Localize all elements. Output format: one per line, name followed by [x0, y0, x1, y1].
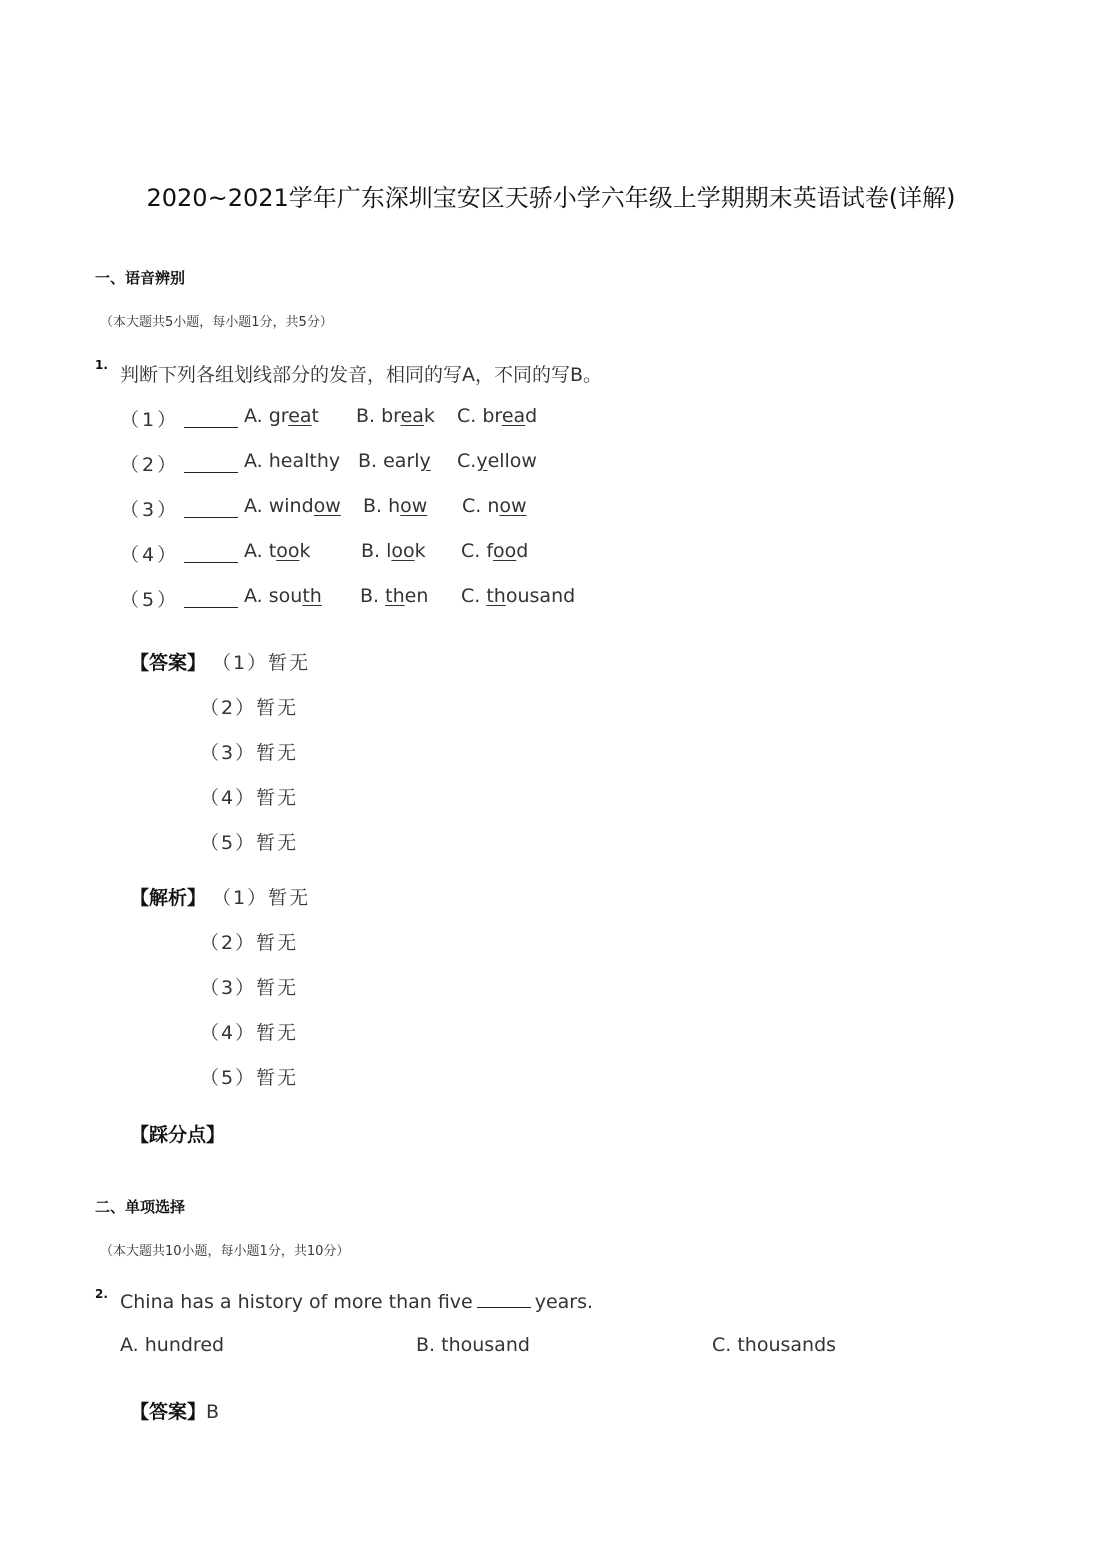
section-heading: 一、语音辨别: [95, 269, 186, 287]
option-b: [363, 495, 427, 517]
analysis-item: （2）暂无: [200, 932, 299, 954]
underlined-letters: th: [486, 585, 506, 607]
item-number: （3）: [120, 499, 180, 521]
option-text: en: [404, 585, 429, 607]
option-a: [244, 450, 340, 472]
option-c: [461, 585, 575, 607]
option-b: [356, 405, 435, 427]
underlined-letters: ow: [313, 495, 341, 517]
option-c: [462, 495, 527, 517]
underlined-letters: ow: [499, 495, 527, 517]
option-text: ousand: [505, 585, 576, 607]
item-number: （5）: [120, 589, 180, 611]
option-text: A. healthy: [244, 450, 341, 472]
option-text: C.: [461, 585, 487, 607]
underlined-letters: th: [385, 585, 405, 607]
option-text: A. t: [244, 540, 277, 562]
option-a: [244, 540, 310, 562]
option-text: d: [525, 405, 538, 427]
analysis-item: （5）暂无: [200, 1067, 299, 1089]
option-text: B. l: [361, 540, 392, 562]
underlined-letters: y: [419, 450, 431, 472]
section-heading: 二、单项选择: [95, 1198, 186, 1216]
question-number: 1.: [95, 358, 108, 372]
option-b: [360, 585, 428, 607]
answer-item: （3）暂无: [200, 742, 299, 764]
option-a: [244, 495, 341, 517]
answer-blank: [184, 587, 238, 608]
item-number: （4）: [120, 544, 180, 566]
option-text: k: [299, 540, 311, 562]
option-text: A. gr: [244, 405, 289, 427]
option-b: [361, 540, 426, 562]
analysis-item: （1）暂无: [212, 887, 311, 909]
option-text: C. br: [457, 405, 502, 427]
answer-value: B: [206, 1401, 220, 1423]
question-prompt: [120, 1289, 593, 1313]
option-b: [358, 450, 431, 472]
document-title: 2020~2021学年广东深圳宝安区天骄小学六年级上学期期末英语试卷(详解): [146, 184, 956, 212]
section-note: （本大题共5小题，每小题1分，共5分）: [100, 315, 333, 330]
option-b: B. thousand: [416, 1334, 530, 1356]
analysis-item: （4）暂无: [200, 1022, 299, 1044]
analysis-label: 【解析】: [130, 887, 207, 909]
underlined-letters: ea: [288, 405, 312, 427]
answer-item: （4）暂无: [200, 787, 299, 809]
option-c: [461, 540, 528, 562]
answer-blank: [184, 542, 238, 563]
option-c: [457, 450, 537, 472]
option-text: C.: [457, 450, 477, 472]
answer-blank: [184, 497, 238, 518]
prompt-after: years.: [534, 1291, 594, 1313]
section-note: （本大题共10小题，每小题1分，共10分）: [100, 1244, 350, 1259]
answer-item: （2）暂无: [200, 697, 299, 719]
option-text: d: [516, 540, 529, 562]
underlined-letters: y: [476, 450, 488, 472]
option-a: [244, 585, 322, 607]
question-prompt: 判断下列各组划线部分的发音，相同的写A，不同的写B。: [120, 364, 603, 386]
answer-item: （5）暂无: [200, 832, 299, 854]
underlined-letters: ea: [501, 405, 526, 427]
option-text: B. earl: [358, 450, 420, 472]
answer-blank: [184, 452, 238, 473]
option-c: C. thousands: [712, 1334, 837, 1356]
analysis-item: （3）暂无: [200, 977, 299, 999]
option-text: A. sou: [244, 585, 303, 607]
underlined-letters: ow: [400, 495, 428, 517]
option-text: B. br: [356, 405, 401, 427]
option-text: t: [311, 405, 319, 427]
answer-label: 【答案】: [130, 652, 207, 674]
option-text: B.: [360, 585, 386, 607]
option-text: C. n: [462, 495, 500, 517]
question-number: 2.: [95, 1287, 108, 1301]
prompt-before: China has a history of more than five: [120, 1291, 473, 1313]
option-text: ellow: [487, 450, 537, 472]
option-text: C. f: [461, 540, 494, 562]
underlined-letters: ea: [400, 405, 424, 427]
scoring-points-label: 【踩分点】: [130, 1124, 226, 1146]
underlined-letters: oo: [493, 540, 517, 562]
item-number: （1）: [120, 409, 180, 431]
option-a: [244, 405, 319, 427]
option-a: A. hundred: [120, 1334, 225, 1356]
underlined-letters: oo: [391, 540, 415, 562]
underlined-letters: oo: [276, 540, 300, 562]
item-number: （2）: [120, 454, 180, 476]
option-text: k: [414, 540, 426, 562]
answer-label: 【答案】B: [130, 1401, 220, 1423]
answer-item: （1）暂无: [212, 652, 311, 674]
option-text: k: [423, 405, 435, 427]
option-text: A. wind: [244, 495, 314, 517]
underlined-letters: th: [302, 585, 322, 607]
option-text: B. h: [363, 495, 401, 517]
option-c: [457, 405, 537, 427]
answer-blank: [184, 407, 238, 428]
answer-blank: [477, 1289, 531, 1308]
